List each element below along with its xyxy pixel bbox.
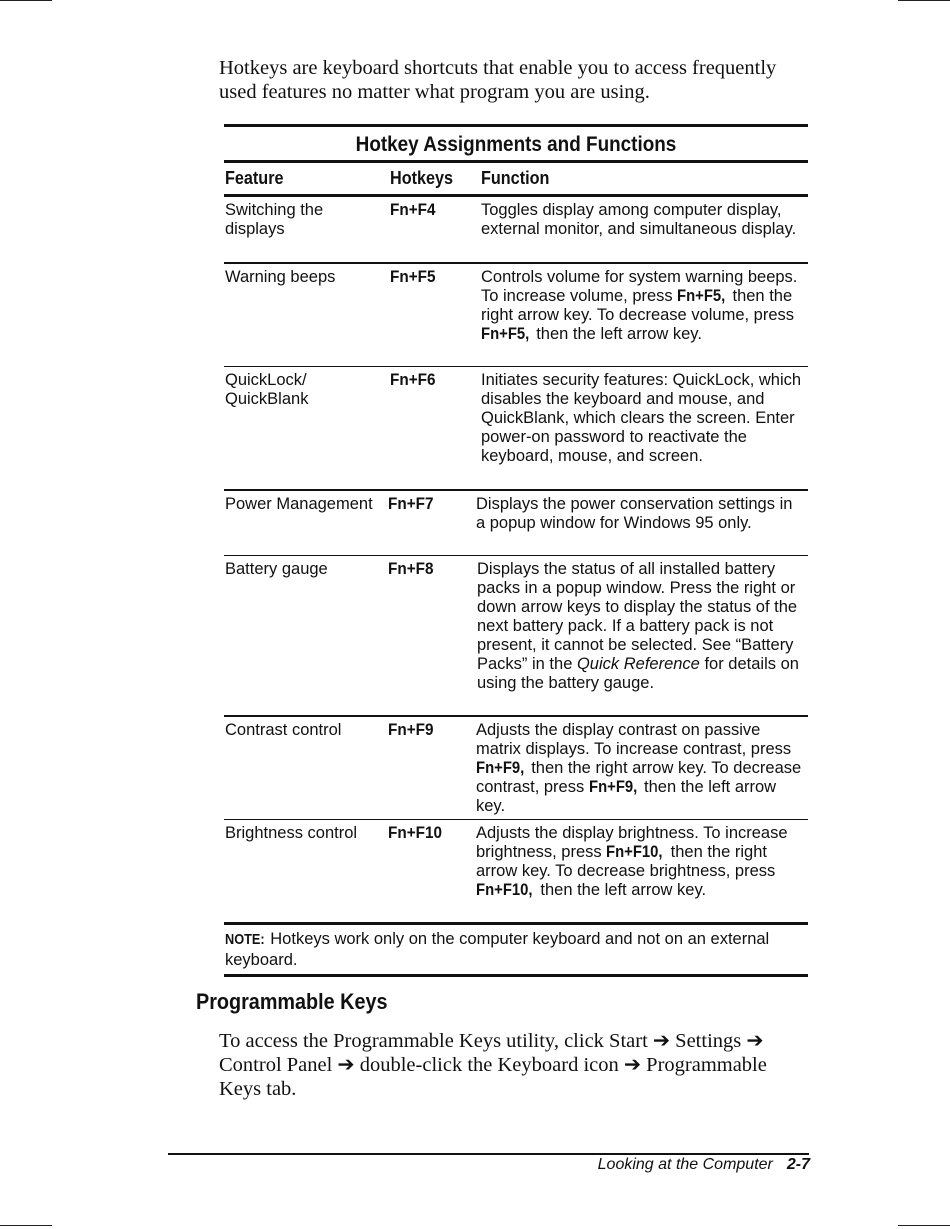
row-feature: Power Management bbox=[225, 494, 373, 513]
table-header-row bbox=[224, 163, 808, 194]
table-body bbox=[224, 197, 808, 922]
row-function bbox=[481, 371, 811, 466]
table-bottom-rule bbox=[224, 974, 808, 977]
function-text: then the left arrow key. bbox=[531, 324, 702, 343]
table-row bbox=[224, 717, 808, 819]
crop-mark-top-left bbox=[0, 0, 52, 1]
function-text: Displays the power conservation settings in a popup window for Windows 95 only. bbox=[476, 494, 793, 532]
function-hotkey-ref: Fn+F10, bbox=[606, 843, 663, 861]
function-hotkey-ref: Fn+F5, bbox=[481, 324, 530, 343]
row-function bbox=[481, 201, 811, 239]
row-function bbox=[476, 721, 806, 816]
table-note bbox=[224, 925, 808, 974]
row-hotkey: Fn+F10 bbox=[388, 823, 442, 842]
row-hotkey: Fn+F9 bbox=[388, 719, 434, 739]
function-hotkey-ref: Fn+F5, bbox=[677, 286, 726, 305]
page-footer bbox=[560, 1156, 810, 1174]
row-feature: Battery gauge bbox=[225, 560, 328, 578]
function-text: Displays the status of all installed battery packs in a popup window. Press the right or down arrow keys to display the status of the next battery pack. If a battery pack is not present, it cannot be selected. See “Battery Packs” in the bbox=[477, 560, 798, 673]
row-feature: QuickLock/ QuickBlank bbox=[225, 371, 309, 408]
table-title: Hotkey Assignments and Functions bbox=[355, 133, 677, 156]
intro-paragraph: Hotkeys are keyboard shortcuts that enable you to access frequently used features no matter what program you are using. bbox=[219, 57, 777, 103]
function-text: then the left arrow key. bbox=[476, 777, 777, 815]
row-feature: Warning beeps bbox=[225, 267, 336, 286]
page-number: 2-7 bbox=[786, 1156, 810, 1173]
row-feature: Contrast control bbox=[225, 720, 342, 739]
table-row bbox=[224, 556, 808, 715]
function-text: then the right arrow key. To decrease brightness, press bbox=[476, 843, 776, 880]
function-text: then the right arrow key. To decrease contrast, press bbox=[476, 758, 802, 796]
function-text: Toggles display among computer display, external monitor, and simultaneous display. bbox=[481, 201, 797, 238]
header-feature: Feature bbox=[225, 168, 284, 188]
header-hotkeys: Hotkeys bbox=[390, 168, 454, 188]
row-hotkey: Fn+F5 bbox=[390, 266, 436, 286]
table-row bbox=[224, 264, 808, 366]
row-hotkey: Fn+F8 bbox=[388, 559, 434, 578]
row-function bbox=[477, 560, 807, 693]
row-feature: Switching the displays bbox=[225, 201, 324, 238]
section-body: To access the Programmable Keys utility, click Start ➔ Settings ➔ Control Panel ➔ double-click the Keyboard icon ➔ Programmable Keys tab. bbox=[219, 1030, 767, 1100]
table-row bbox=[224, 197, 808, 262]
row-function bbox=[476, 495, 806, 533]
header-function: Function bbox=[481, 168, 550, 188]
note-text: Hotkeys work only on the computer keyboard and not on an external keyboard. bbox=[225, 930, 770, 969]
function-text: then the right arrow key. To decrease volume, press bbox=[481, 286, 795, 324]
function-emphasis: Quick Reference bbox=[576, 655, 700, 673]
function-hotkey-ref: Fn+F9, bbox=[588, 777, 638, 796]
function-text: Adjusts the display contrast on passive matrix displays. To increase contrast, press bbox=[476, 720, 792, 758]
row-function bbox=[481, 268, 811, 344]
row-feature: Brightness control bbox=[225, 824, 358, 842]
row-function bbox=[476, 824, 806, 900]
function-text: Initiates security features: QuickLock, which disables the keyboard and mouse, and QuickBlank, which clears the screen. Enter power-on password to reactivate the keyboard, mouse, and screen. bbox=[481, 371, 802, 465]
row-hotkey: Fn+F6 bbox=[390, 370, 436, 389]
function-hotkey-ref: Fn+F9, bbox=[476, 758, 525, 777]
function-text: then the left arrow key. bbox=[535, 881, 707, 899]
row-hotkey: Fn+F7 bbox=[388, 493, 434, 513]
row-hotkey: Fn+F4 bbox=[390, 200, 436, 219]
crop-mark-top-right bbox=[898, 0, 950, 1]
table-row bbox=[224, 491, 808, 555]
function-text: for details on using the battery gauge. bbox=[477, 655, 799, 692]
function-text: Adjusts the display brightness. To increase brightness, press bbox=[476, 824, 788, 861]
footer-chapter: Looking at the Computer bbox=[597, 1156, 773, 1173]
crop-mark-bottom-left bbox=[0, 1225, 52, 1226]
footer-rule bbox=[168, 1153, 809, 1155]
crop-mark-bottom-right bbox=[898, 1225, 950, 1226]
section-title: Programmable Keys bbox=[196, 989, 388, 1014]
function-hotkey-ref: Fn+F10, bbox=[476, 881, 533, 899]
function-text: Controls volume for system warning beeps. To increase volume, press bbox=[481, 267, 798, 305]
table-row bbox=[224, 367, 808, 489]
table-row bbox=[224, 820, 808, 922]
hotkey-table bbox=[224, 124, 808, 977]
note-label: NOTE: bbox=[225, 931, 265, 948]
